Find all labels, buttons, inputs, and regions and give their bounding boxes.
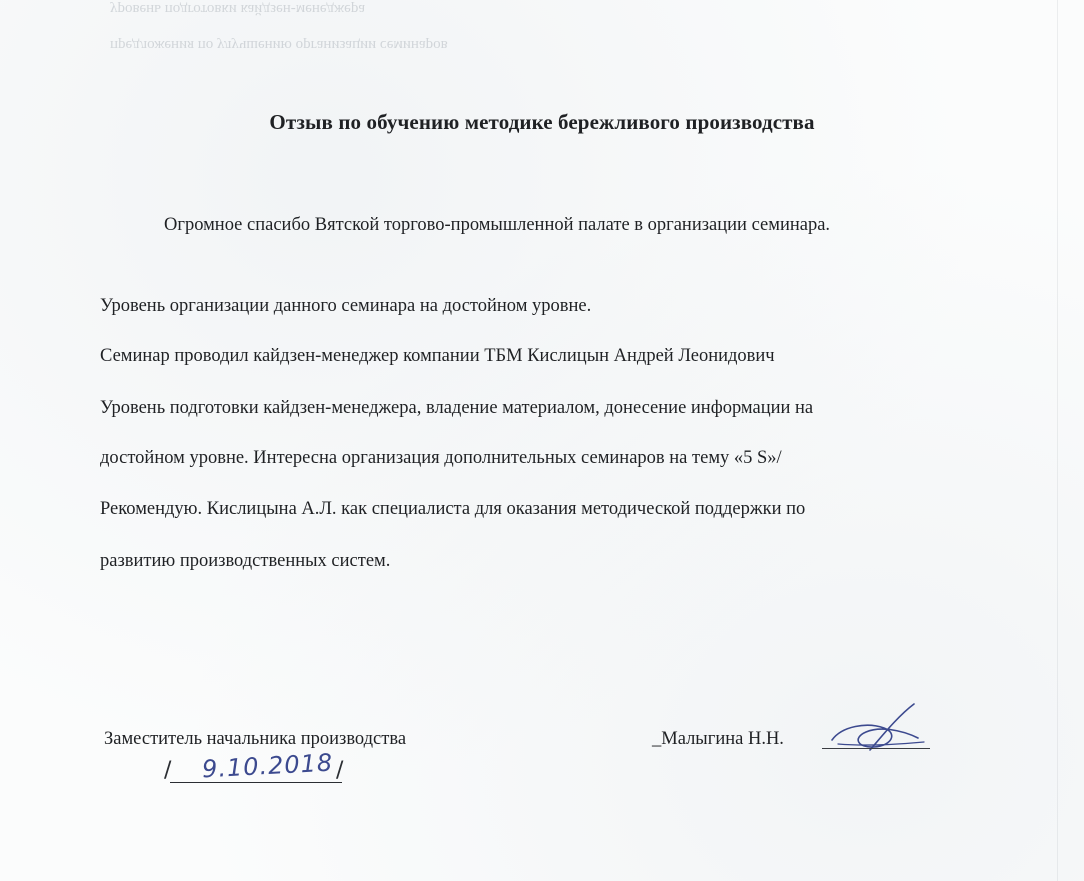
signatory-position: Заместитель начальника производства	[104, 729, 407, 749]
handwritten-date: 9.10.2018	[201, 748, 334, 784]
text-line-1: Уровень организации данного семинара на достойном уровне.	[100, 296, 592, 316]
date-slash-left: /	[164, 758, 172, 783]
text-line-2: Семинар проводил кайдзен-менеджер компании ТБМ Кислицын Андрей Леонидович	[100, 346, 775, 366]
date-underline	[170, 782, 342, 783]
document-title: Отзыв по обучению методике бережливого производства	[269, 110, 815, 134]
date-slash-right: /	[336, 758, 344, 783]
signature-underline	[822, 748, 930, 749]
bleed-through-text-1: уровень подготовки кайдзен-менеджера	[110, 1, 365, 17]
date-field	[158, 748, 348, 792]
text-line-4: достойном уровне. Интересна организация дополнительных семинаров на тему «5 S»/	[100, 448, 782, 468]
text-line-5: Рекомендую. Кислицына А.Л. как специалиста для оказания методической поддержки по	[100, 499, 806, 519]
bleed-through-text-2: предложения по улучшению организации семинаров	[110, 37, 448, 53]
scan-edge-shadow	[1057, 0, 1058, 881]
paragraph-thanks: Огромное спасибо Вятской торгово-промышленной палате в организации семинара.	[164, 215, 831, 235]
signatory-name: _Малыгина Н.Н.	[652, 729, 784, 749]
text-line-3: Уровень подготовки кайдзен-менеджера, владение материалом, донесение информации на	[100, 398, 814, 418]
text-line-6: развитию производственных систем.	[100, 551, 391, 571]
handwritten-signature	[822, 700, 932, 760]
